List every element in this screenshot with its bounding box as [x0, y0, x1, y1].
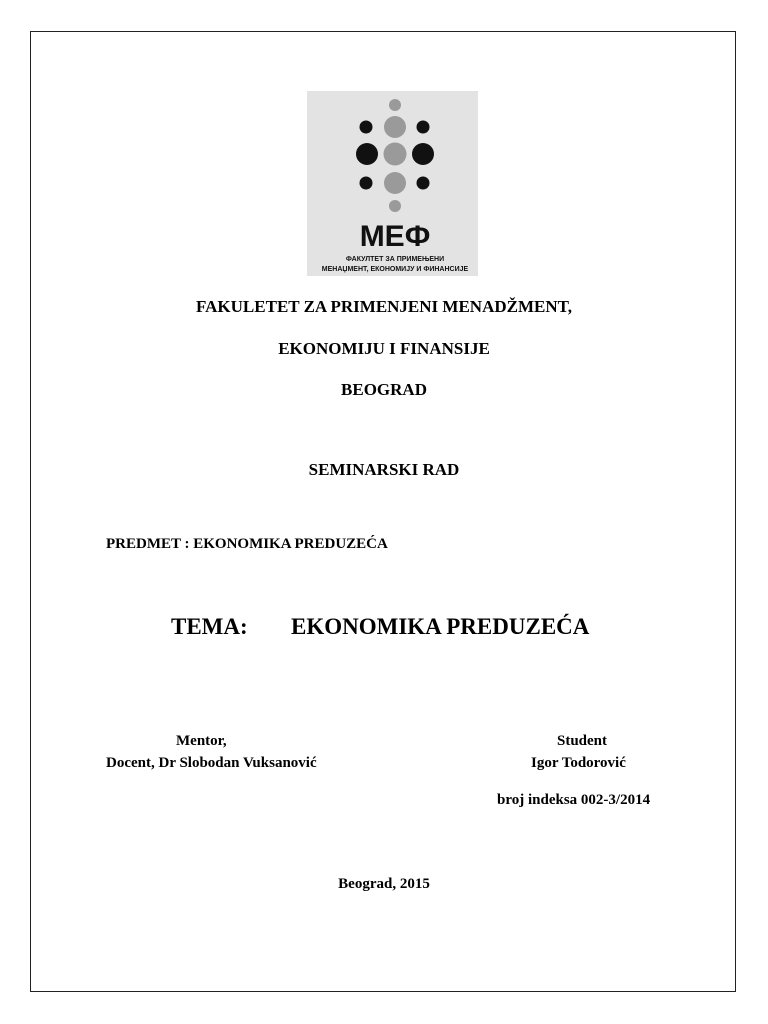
faculty-name-line2: EKONOMIJU I FINANSIJE	[278, 339, 490, 358]
topic-title: EKONOMIKA PREDUZEĆA	[291, 614, 590, 639]
logo-subtitle-line1: ФАКУЛТЕТ ЗА ПРИМЕЊЕНИ	[345, 256, 445, 263]
faculty-city: BEOGRAD	[341, 380, 427, 399]
logo-subtitle-line2: МЕНАЏМЕНТ, ЕКОНОМИЈУ И ФИНАНСИЈЕ	[321, 266, 469, 273]
mentor-name: Docent, Dr Slobodan Vuksanović	[106, 755, 317, 771]
place-and-year: Beograd, 2015	[338, 876, 430, 892]
mef-logo	[307, 91, 478, 276]
student-label: Student	[557, 733, 608, 749]
mentor-label: Mentor,	[176, 733, 227, 749]
student-name: Igor Todorović	[531, 755, 626, 771]
topic-label: TEMA:	[171, 614, 248, 639]
mef-logo-graphic	[307, 91, 478, 276]
logo-wordmark: МЕФ	[359, 220, 431, 253]
subject-line: PREDMET : EKONOMIKA PREDUZEĆA	[106, 536, 388, 552]
student-index: broj indeksa 002-3/2014	[497, 792, 651, 808]
faculty-name-line1: FAKULETET ZA PRIMENJENI MENADŽMENT,	[196, 297, 572, 316]
document-type: SEMINARSKI RAD	[308, 460, 460, 479]
